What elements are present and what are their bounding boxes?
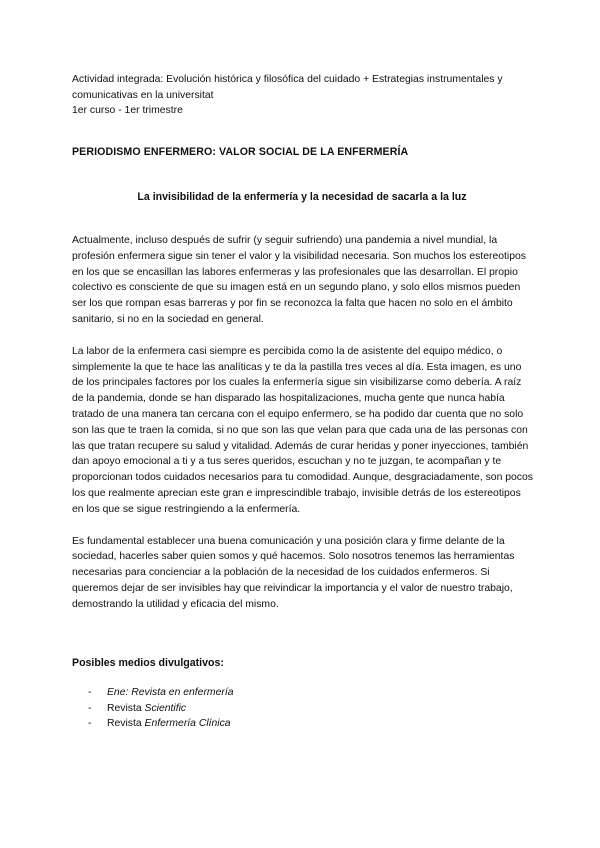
document-header — [72, 72, 532, 119]
media-heading: Posibles medios divulgativos: — [72, 657, 224, 669]
body-paragraph: La labor de la enfermera casi siempre es percibida como la de asistente del equipo médico, o simplemente la que te hace las analíticas y te da la pastilla tres veces al día. Esta imagen, es uno de los principales factores por los cuales la enfermería sigue sin visibilizarse como debería. A raíz de la pandemia, donde se han disparado las hospitalizaciones, mucha gente que nunca había tratado de una manera tan cercana con el equipo enfermero, se ha podido dar cuenta que no solo son las que te traen la comida, si no que son las que velan para que cada una de las personas con las que tratan recupere su salud y vitalidad. Además de curar heridas y poner inyecciones, también dan apoyo emocional a ti y a tus seres queridos, escuchan y no te juzgan, te acompañan y te proporcionan todos cuidados necesarios para tu comodidad. Aunque, desgraciadamente, son pocos los que realmente aprecian este gran e imprescindible trabajo, invisible detrás de los estereotipos en los que se sigue restringiendo a la enfermería. — [72, 345, 533, 515]
list-item — [88, 701, 233, 717]
course-term-line: 1er curso - 1er trimestre — [72, 105, 183, 116]
list-item-title: Enfermería Clínica — [144, 718, 231, 730]
list-bullet: - — [88, 702, 92, 714]
media-list — [88, 685, 233, 732]
document-title: PERIODISMO ENFERMERO: VALOR SOCIAL DE LA ENFERMERÍA — [72, 146, 409, 158]
list-bullet: - — [88, 687, 92, 698]
document-subtitle: La invisibilidad de la enfermería y la necesidad de sacarla a la luz — [137, 191, 467, 203]
list-item-title: Scientific — [144, 702, 187, 714]
document-body — [72, 233, 534, 629]
list-item — [88, 716, 233, 732]
body-paragraph: Es fundamental establecer una buena comunicación y una posición clara y firme delante de la sociedad, hacerles saber quien somos y qué hacemos. Solo nosotros tenemos las herramientas necesarias para concienciar a la población de la necesidad de los cuidados enfermeros. Si queremos dejar de ser invisibles hay que reivindicar la importancia y el valor de nuestro trabajo, demostrando la utilidad y eficacia del mismo. — [72, 535, 515, 610]
list-item — [88, 685, 233, 701]
list-item-prefix: Revista — [107, 702, 145, 714]
list-bullet: - — [88, 718, 92, 730]
course-activity-line: Actividad integrada: Evolución histórica y filosófica del cuidado + Estrategias instrumentales y comunicativas en la universitat — [72, 74, 503, 101]
list-item-prefix: Revista — [107, 718, 145, 730]
body-paragraph: Actualmente, incluso después de sufrir (y seguir sufriendo) una pandemia a nivel mundial, la profesión enfermera sigue sin tener el valor y la visibilidad necesaria. Son muchos los estereotipos en los que se encasillan las labores enfermeras y las profesionales que las desarrollan. El propio colectivo es consciente de que su imagen está en un segundo plano, y solo ellos mismos pueden ser los que rompan esas barreras y por fin se reconozca la falta que hacen no solo en el ámbito sanitario, si no en la sociedad en general. — [72, 235, 526, 325]
list-item-title: Ene: Revista en enfermería — [107, 687, 234, 698]
